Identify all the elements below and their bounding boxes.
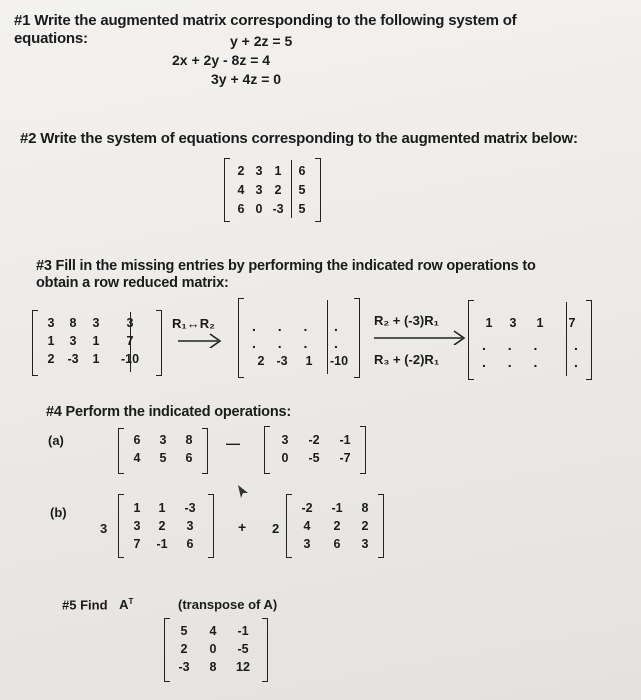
matrix-cell: 12 — [236, 660, 250, 674]
matrix-cell: 5 — [159, 451, 167, 465]
blank-entries: . . . — [482, 354, 547, 370]
transpose-note: (transpose of A) — [178, 597, 278, 612]
matrix-cell: -3 — [276, 354, 288, 368]
matrix-cell: 3 — [255, 164, 263, 178]
matrix-cell: 4 — [133, 451, 141, 465]
matrix-cell: 2 — [237, 164, 245, 178]
matrix-cell: 2 — [158, 519, 166, 533]
matrix-cell: 1 — [92, 352, 100, 366]
matrix-cell: 8 — [185, 433, 193, 447]
blank-entries: . . . — [252, 318, 317, 334]
blank-entries: . — [574, 337, 587, 353]
matrix-cell: 0 — [255, 202, 263, 216]
matrix-cell: 4 — [237, 183, 245, 197]
problem-5-label: #5 Find — [62, 597, 108, 613]
plus-operator: + — [238, 519, 247, 535]
matrix-cell: 6 — [186, 537, 194, 551]
matrix-cell: -3 — [178, 660, 190, 674]
blank-entries: . . . — [482, 337, 547, 353]
arrow-right-icon — [372, 327, 468, 345]
transpose-superscript: T — [128, 597, 134, 606]
matrix-cell: 2 — [180, 642, 188, 656]
matrix-cell: -1 — [339, 433, 351, 447]
matrix-cell: 3 — [133, 519, 141, 533]
matrix-cell: 8 — [69, 316, 77, 330]
minus-operator: — — [226, 435, 240, 451]
matrix-cell: -10 — [120, 352, 140, 366]
matrix-cell: -10 — [329, 354, 349, 368]
matrix-cell: -1 — [331, 501, 343, 515]
matrix-cell: 1 — [274, 164, 282, 178]
matrix-cell: 1 — [485, 316, 493, 330]
blank-entries: . — [574, 354, 587, 370]
matrix-cell: 3 — [361, 537, 369, 551]
matrix-cell: 8 — [209, 660, 217, 674]
blank-entries: . . . — [252, 335, 317, 351]
matrix-cell: 3 — [255, 183, 263, 197]
row-op-r3: R₃ + (-2)R₁ — [374, 352, 440, 367]
scalar-3: 3 — [100, 521, 108, 536]
matrix-cell: 3 — [509, 316, 517, 330]
matrix-cell: 7 — [133, 537, 141, 551]
scalar-2: 2 — [272, 521, 280, 536]
matrix-cell: 2 — [257, 354, 265, 368]
matrix-cell: 1 — [158, 501, 166, 515]
matrix-cell: 4 — [209, 624, 217, 638]
matrix-cell: 1 — [47, 334, 55, 348]
blank-entries: . — [334, 318, 347, 334]
matrix-cell: 5 — [298, 183, 306, 197]
matrix-cell: 6 — [237, 202, 245, 216]
matrix-cell: -5 — [308, 451, 320, 465]
matrix-cell: 3 — [303, 537, 311, 551]
part-a-label: (a) — [48, 433, 64, 448]
matrix-cell: 0 — [281, 451, 289, 465]
equation-3: 3y + 4z = 0 — [211, 71, 282, 87]
matrix-cell: -1 — [156, 537, 168, 551]
matrix-cell: 1 — [92, 334, 100, 348]
matrix-cell: 8 — [361, 501, 369, 515]
matrix-a-symbol: A — [119, 597, 129, 613]
matrix-cell: 6 — [298, 164, 306, 178]
matrix-cell: 2 — [47, 352, 55, 366]
matrix-cell: -2 — [308, 433, 320, 447]
matrix-cell: 3 — [69, 334, 77, 348]
matrix-cell: 1 — [305, 354, 313, 368]
part-b-label: (b) — [50, 505, 67, 520]
row-op-swap: R₁↔R₂ — [172, 316, 215, 331]
matrix-cell: 6 — [333, 537, 341, 551]
matrix-cell: -3 — [184, 501, 196, 515]
matrix-cell: 1 — [133, 501, 141, 515]
equation-2: 2x + 2y - 8z = 4 — [172, 52, 271, 68]
matrix-cell: -5 — [237, 642, 249, 656]
problem-3-title-cont: obtain a row reduced matrix: — [36, 275, 229, 291]
matrix-cell: 1 — [536, 316, 544, 330]
problem-5-title — [62, 597, 133, 612]
matrix-cell: -3 — [67, 352, 79, 366]
matrix-cell: 3 — [126, 316, 134, 330]
matrix-cell: 5 — [298, 202, 306, 216]
blank-entries: . — [334, 335, 347, 351]
matrix-cell: 7 — [126, 334, 134, 348]
arrow-right-icon — [176, 330, 224, 348]
problem-4-title: #4 Perform the indicated operations: — [46, 404, 291, 420]
matrix-cell: 3 — [92, 316, 100, 330]
matrix-cell: 3 — [159, 433, 167, 447]
matrix-cell: 2 — [361, 519, 369, 533]
problem-1-title-cont: equations: — [14, 30, 88, 47]
problem-2-title: #2 Write the system of equations corresponding to the augmented matrix below: — [20, 130, 578, 147]
matrix-cell: 3 — [186, 519, 194, 533]
matrix-cell: 7 — [568, 316, 576, 330]
matrix-cell: 3 — [281, 433, 289, 447]
equation-1: y + 2z = 5 — [230, 33, 293, 49]
mouse-pointer-icon — [236, 483, 250, 499]
matrix-cell: 4 — [303, 519, 311, 533]
problem-3-title: #3 Fill in the missing entries by performing the indicated row operations to — [36, 258, 536, 274]
matrix-cell: 5 — [180, 624, 188, 638]
matrix-cell: 6 — [185, 451, 193, 465]
matrix-cell: -1 — [237, 624, 249, 638]
matrix-cell: -3 — [272, 202, 284, 216]
matrix-cell: -7 — [339, 451, 351, 465]
matrix-cell: -2 — [301, 501, 313, 515]
matrix-cell: 0 — [209, 642, 217, 656]
matrix-cell: 3 — [47, 316, 55, 330]
matrix-cell: 2 — [333, 519, 341, 533]
matrix-cell: 2 — [274, 183, 282, 197]
row-op-r2: R₂ + (-3)R₁ — [374, 313, 439, 328]
problem-1-title: #1 Write the augmented matrix corresponding to the following system of — [14, 12, 517, 29]
matrix-cell: 6 — [133, 433, 141, 447]
